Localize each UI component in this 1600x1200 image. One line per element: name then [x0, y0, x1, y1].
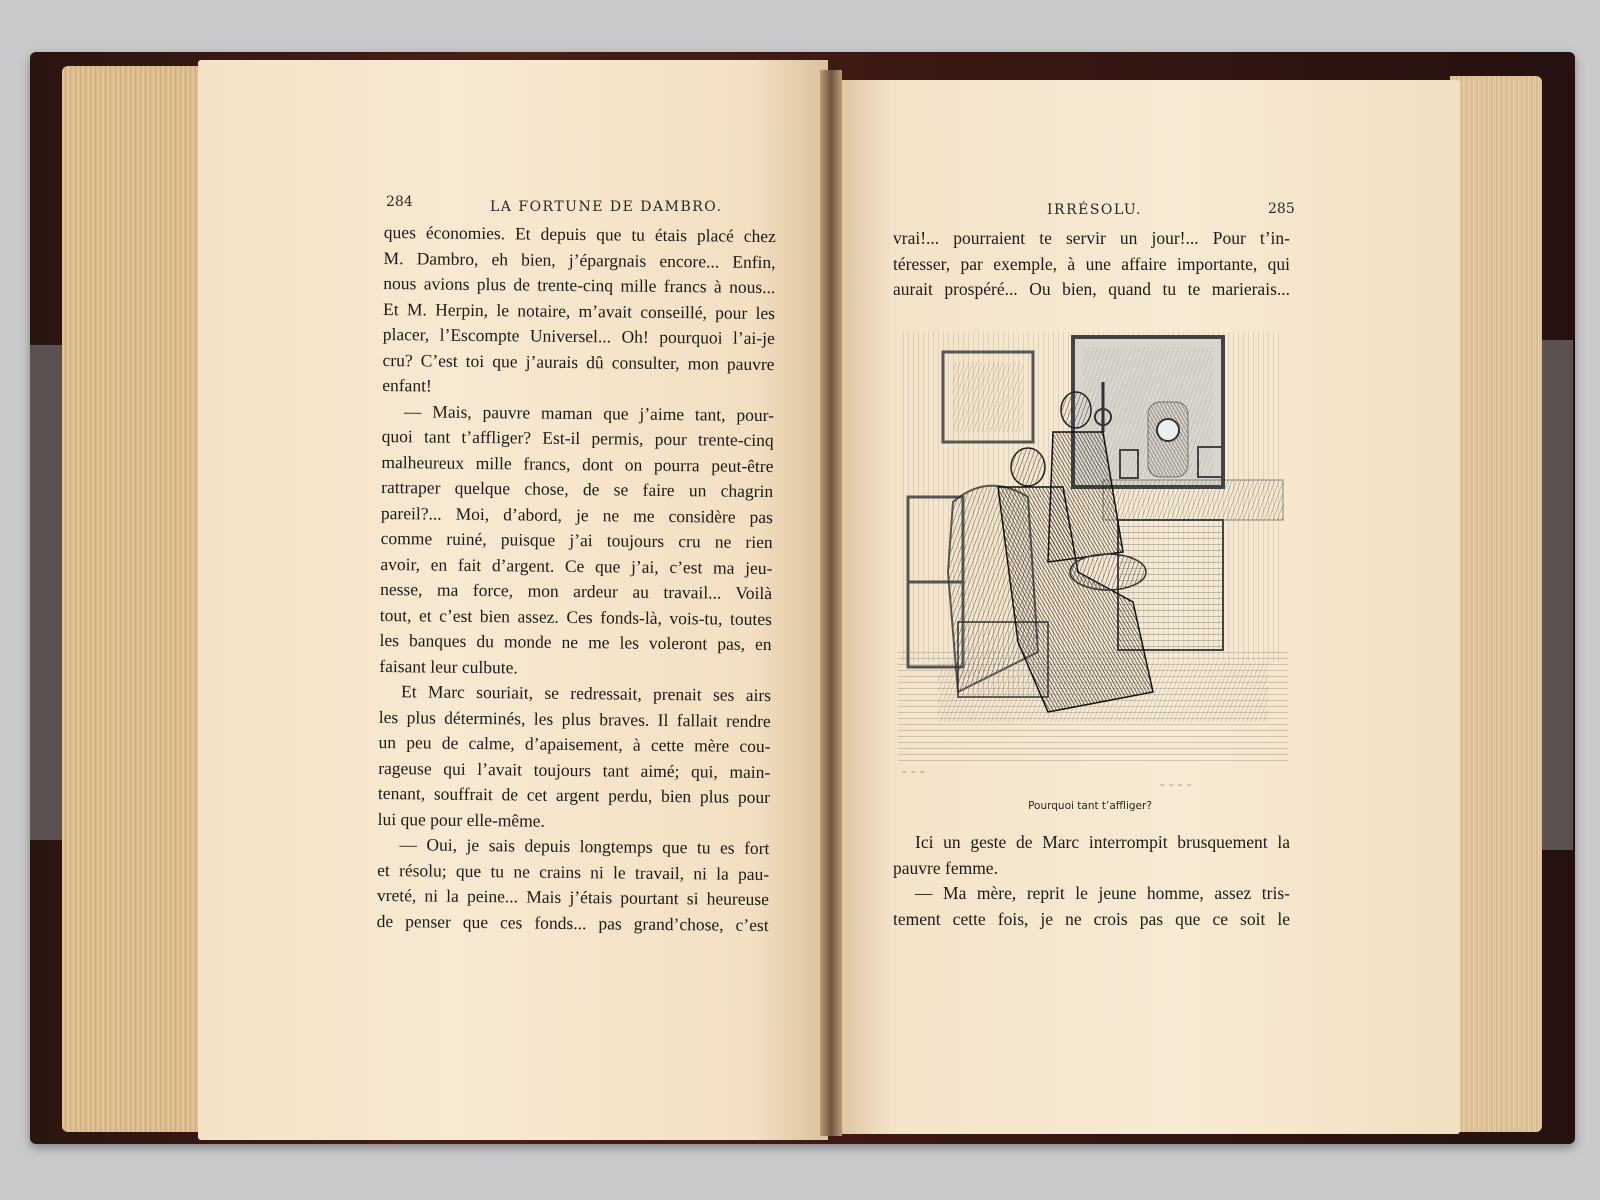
right-page-number: 285 [1268, 201, 1295, 217]
left-page-number: 284 [386, 194, 413, 210]
text-line: pauvre femme. [893, 857, 998, 878]
text-line: nesse, ma force, mon ardeur au travail... Voilà [380, 578, 773, 604]
text-line: rattraper quelque chose, de se faire un chagrin [381, 476, 774, 502]
text-line: avoir, en fait d’argent. Ce que j’ai, c’est ma jeu- [380, 553, 773, 578]
text-line: quoi tant t’affliger? Est-il permis, pour trente-cinq [381, 425, 774, 451]
left-page-text [377, 220, 776, 938]
engraving-illustration [898, 322, 1288, 784]
text-line: rageuse qui l’avait toujours tant aimé; qui, main- [378, 757, 771, 782]
text-line: nous avions plus de trente-cinq mille francs à nous... [383, 272, 776, 298]
text-line: aurait prospéré... Ou bien, quand tu te marierais... [893, 279, 1290, 299]
page-block-left [62, 66, 202, 1132]
text-line: pareil?... Moi, d’abord, je ne me considère pas [380, 502, 774, 527]
text-line: Ici un geste de Marc interrompit brusquement la [915, 832, 1290, 852]
text-line: enfant! [382, 374, 432, 396]
text-line: les plus déterminés, les plus braves. Il fallait rendre [378, 706, 771, 731]
text-line: — Ma mère, reprit le jeune homme, assez tris- [915, 883, 1290, 903]
text-line: et résolu; que tu ne crains ni le travail, ni la pau- [377, 859, 770, 884]
illustrator-signature-left: ~ ~ ~ [902, 769, 926, 776]
text-line: vrai!... pourraient te servir un jour!... Pour t’in- [893, 228, 1290, 248]
right-page-text-top [893, 226, 1290, 303]
right-running-head: IRRÉSOLU. [1047, 202, 1142, 218]
text-line: faisant leur culbute. [379, 655, 518, 677]
illustration-caption: Pourquoi tant t’affliger? [1028, 800, 1152, 812]
left-running-head: LA FORTUNE DE DAMBRO. [490, 199, 723, 215]
page-block-right [1450, 76, 1542, 1132]
right-page-text-bottom [893, 830, 1290, 932]
text-line: les banques du monde ne me les voleront pas, en [379, 629, 772, 655]
text-line: tenant, souffrait de cet argent perdu, bien plus pour [377, 782, 771, 808]
text-line: placer, l’Escompte Universel... Oh! pourquoi l’ai-je [382, 323, 775, 349]
text-line: tement cette fois, je ne crois pas que ce soit le [893, 908, 1290, 929]
text-line: téresser, par exemple, à une affaire importante, qui [893, 253, 1290, 274]
text-line: de penser que ces fonds... pas grand’chose, c’est [376, 910, 769, 935]
text-line: malheureux mille francs, dont on pourra peut-être [381, 451, 774, 476]
gutter [820, 70, 842, 1136]
text-line: cru? C’est toi que j’aurais dû consulter, mon pauvre [382, 349, 775, 374]
text-line: — Oui, je sais depuis longtemps que tu es fort [399, 834, 770, 859]
text-line: lui que pour elle-même. [377, 808, 546, 831]
text-line: — Mais, pauvre maman que j’aime tant, pour- [403, 400, 775, 425]
text-line: tout, et c’est bien assez. Ces fonds-là, vois-tu, toutes [379, 604, 772, 629]
text-line: comme ruiné, puisque j’ai toujours cru ne rien [380, 527, 773, 553]
text-line: ques économies. Et depuis que tu étais placé chez [383, 221, 776, 247]
illustrator-signature-right: ~ ~ ~ ~ [1160, 782, 1193, 789]
text-line: vreté, ni la peine... Mais j’étais pourtant si heureuse [376, 884, 770, 910]
text-line: Et Marc souriait, se redressait, prenait ses airs [400, 681, 772, 706]
text-line: M. Dambro, eh bien, j’épargnais encore... Enfin, [383, 247, 776, 272]
text-line: Et M. Herpin, le notaire, m’avait conseillé, pour les [382, 298, 776, 323]
text-line: un peu de calme, d’apaisement, à cette mère cou- [378, 731, 771, 757]
